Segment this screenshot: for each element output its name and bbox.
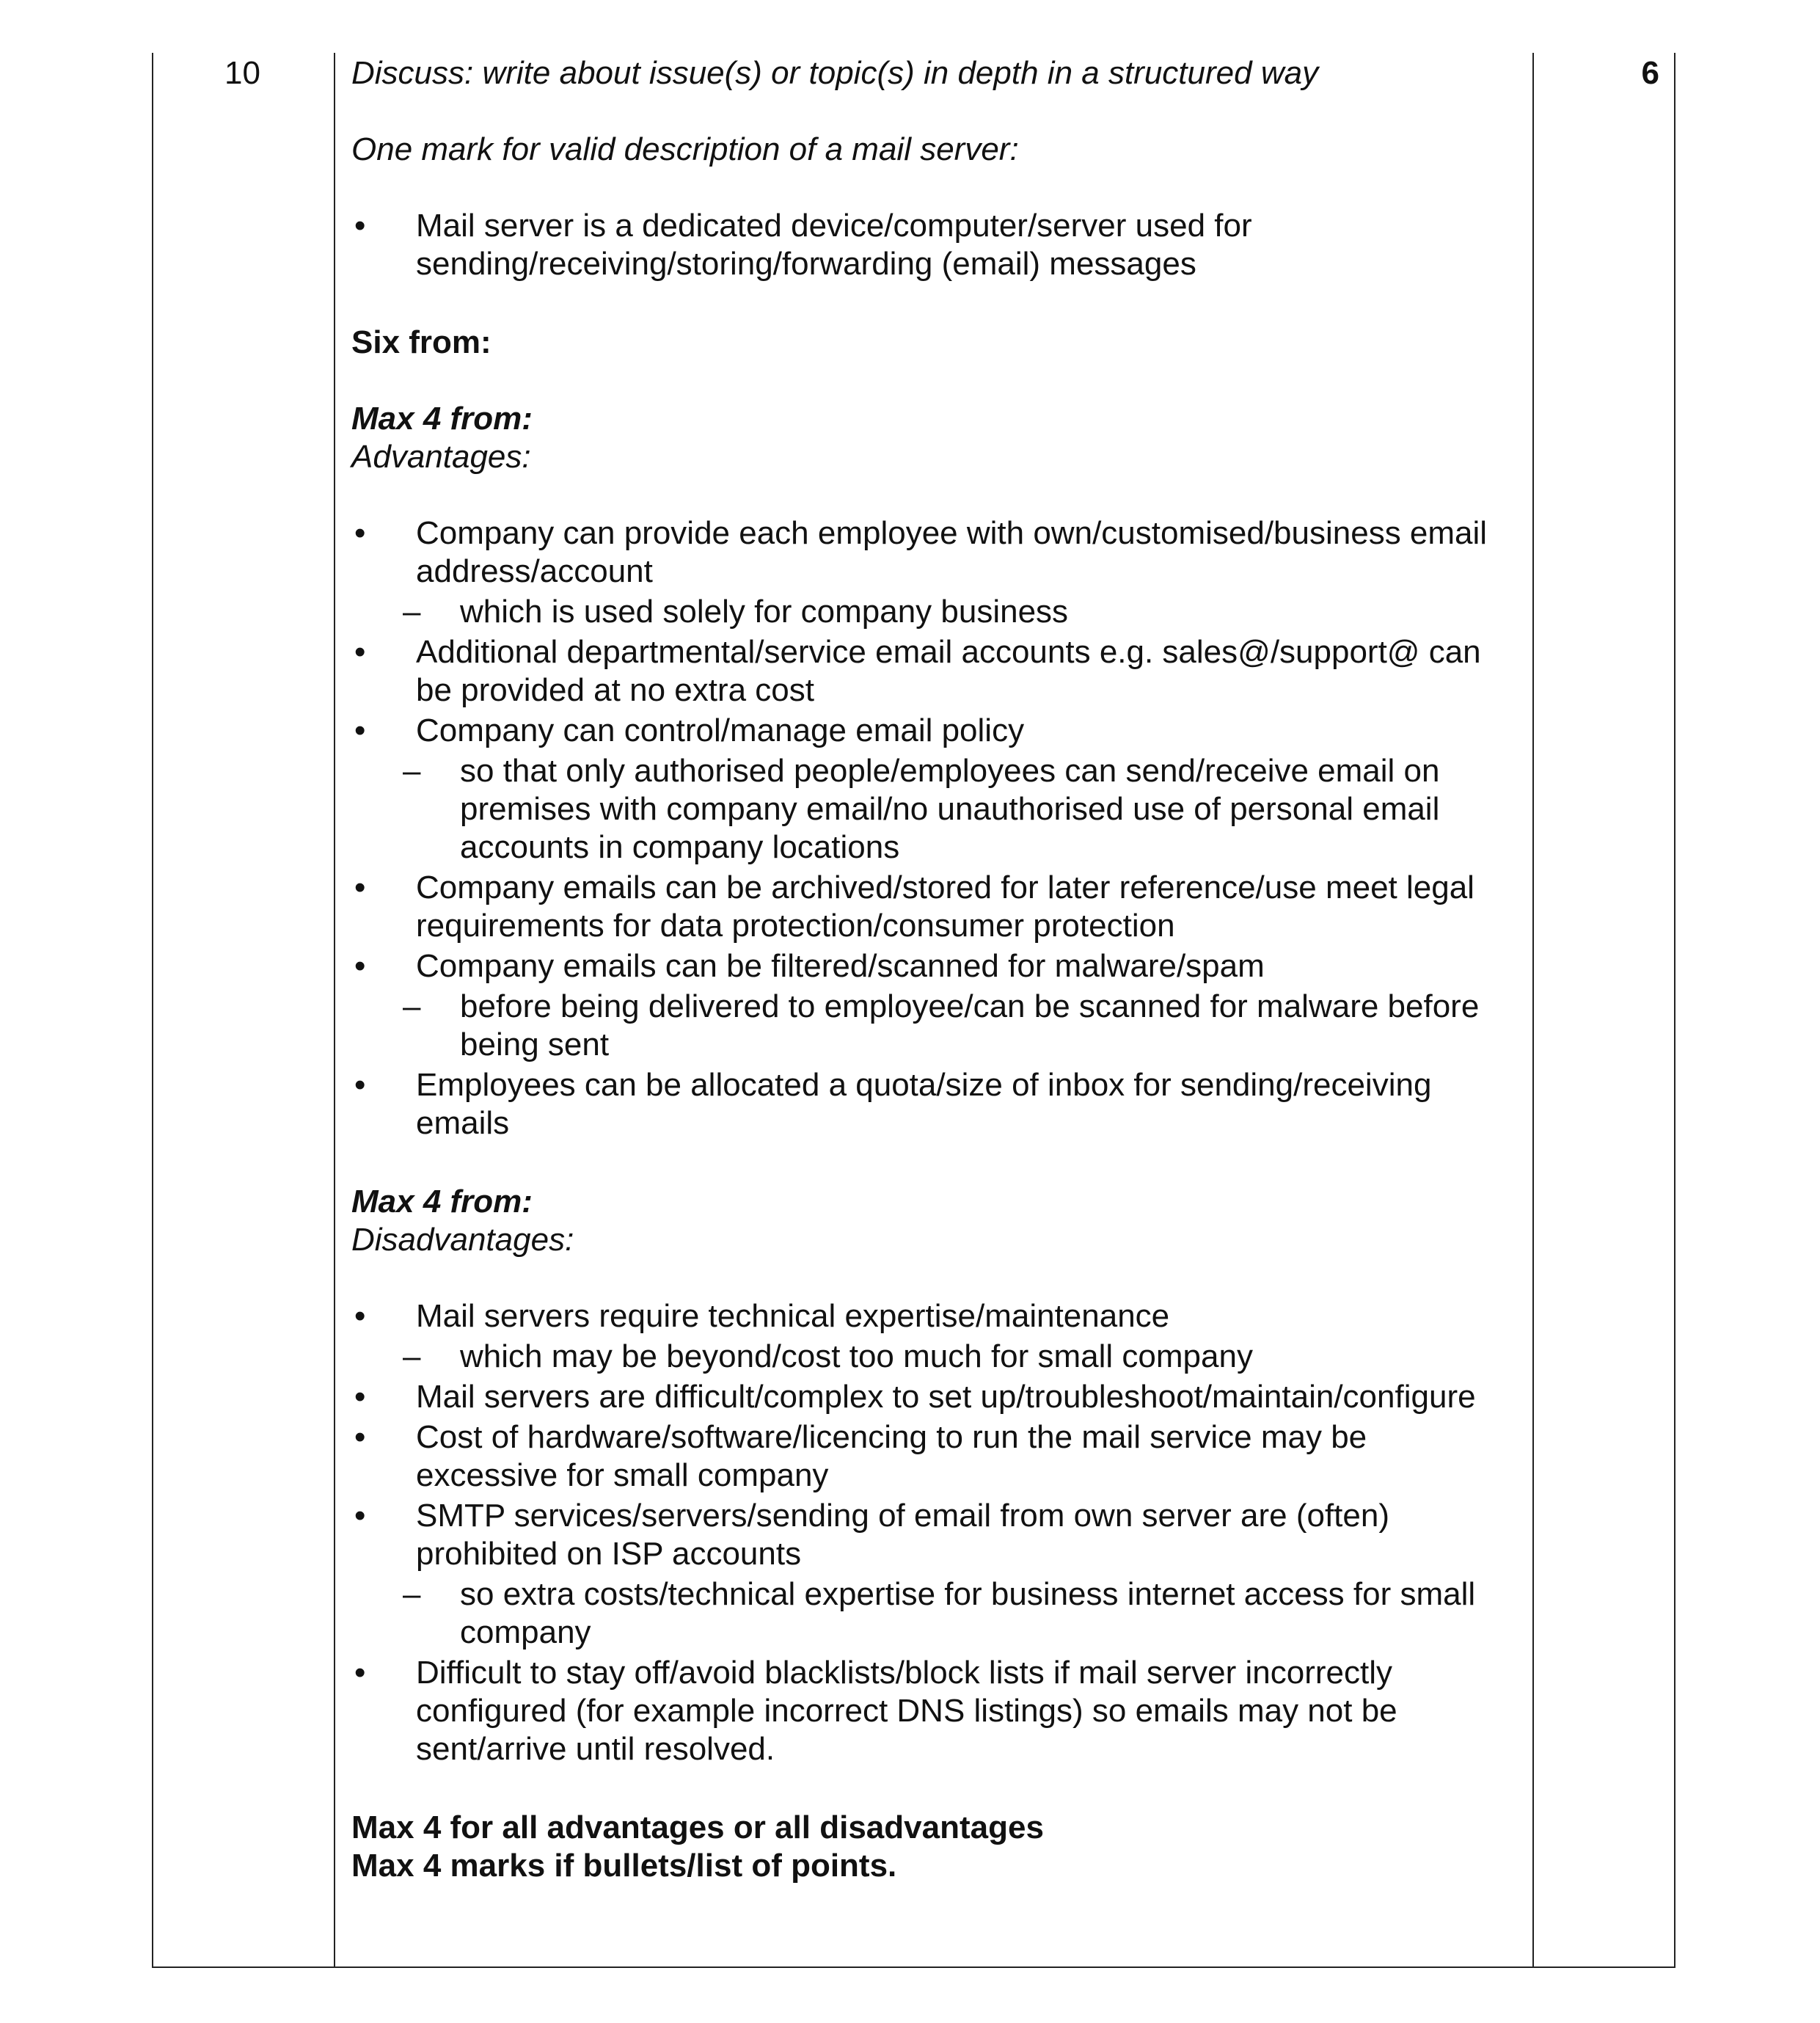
advantages-list	[351, 514, 1496, 1142]
advantages-max-label: Max 4 from:	[351, 401, 533, 437]
marks-value: 6	[1641, 55, 1659, 91]
list-item	[351, 514, 1496, 631]
sub-point-text: so that only authorised people/employees can send/receive email on premises with company email/no unauthorised use of personal email accounts in company locations	[460, 753, 1440, 865]
dash-marker: –	[403, 753, 421, 789]
bullet-text: Mail server is a dedicated device/computer/server used for sending/receiving/storing/forwarding (email) messages	[416, 208, 1252, 282]
list-item	[351, 869, 1496, 945]
column-divider-right	[1532, 53, 1534, 1966]
bullet-text: Mail servers require technical expertise/maintenance	[416, 1298, 1170, 1334]
bullet-marker: •	[354, 712, 366, 748]
bullet-marker: •	[354, 870, 366, 905]
disadvantages-list	[351, 1297, 1496, 1768]
question-number: 10	[224, 55, 260, 91]
list-item	[351, 1066, 1496, 1142]
sub-point	[351, 1575, 1496, 1652]
sub-point-text: so extra costs/technical expertise for business internet access for small company	[460, 1576, 1476, 1650]
list-item	[351, 947, 1496, 1064]
list-item	[351, 207, 1496, 283]
bullet-marker: •	[354, 208, 366, 244]
bullet-text: Cost of hardware/software/licencing to run the mail service may be excessive for small company	[416, 1419, 1367, 1493]
footer-rule-2: Max 4 marks if bullets/list of points.	[351, 1848, 897, 1884]
bullet-text: Employees can be allocated a quota/size of inbox for sending/receiving emails	[416, 1067, 1432, 1141]
bullet-text: Company emails can be filtered/scanned for malware/spam	[416, 948, 1265, 984]
advantages-heading: Advantages:	[351, 439, 531, 475]
one-mark-instruction: One mark for valid description of a mail server:	[351, 131, 1019, 167]
footer-rule-1: Max 4 for all advantages or all disadvantages	[351, 1809, 1044, 1845]
bullet-marker: •	[354, 948, 366, 984]
list-item	[351, 1378, 1496, 1416]
column-divider-left	[334, 53, 335, 1966]
bullet-text: SMTP services/servers/sending of email from own server are (often) prohibited on ISP accounts	[416, 1498, 1389, 1572]
bullet-text: Company emails can be archived/stored for later reference/use meet legal requirements for data protection/consumer protection	[416, 870, 1474, 944]
sub-point-text: before being delivered to employee/can be scanned for malware before being sent	[460, 988, 1480, 1062]
dash-marker: –	[403, 988, 421, 1024]
list-item	[351, 1654, 1496, 1768]
description-list	[351, 207, 1496, 283]
dash-marker: –	[403, 1576, 421, 1612]
disadvantages-max-label: Max 4 from:	[351, 1184, 533, 1220]
bullet-marker: •	[354, 1298, 366, 1334]
disadvantages-heading: Disadvantages:	[351, 1222, 574, 1258]
bullet-marker: •	[354, 1419, 366, 1455]
bullet-marker: •	[354, 1655, 366, 1691]
bullet-text: Mail servers are difficult/complex to set up/troubleshoot/maintain/configure	[416, 1379, 1476, 1415]
bullet-marker: •	[354, 1067, 366, 1103]
sub-point-text: which may be beyond/cost too much for small company	[460, 1338, 1253, 1374]
bullet-marker: •	[354, 1498, 366, 1534]
bullet-marker: •	[354, 1379, 366, 1415]
list-item	[351, 633, 1496, 710]
dash-marker: –	[403, 594, 421, 630]
sub-point	[351, 988, 1496, 1064]
dash-marker: –	[403, 1338, 421, 1374]
bullet-marker: •	[354, 515, 366, 551]
bullet-text: Company can control/manage email policy	[416, 712, 1025, 748]
bullet-text: Additional departmental/service email accounts e.g. sales@/support@ can be provided at no extra cost	[416, 634, 1481, 708]
sub-point-text: which is used solely for company business	[460, 594, 1069, 630]
sub-point	[351, 593, 1496, 631]
list-item	[351, 1497, 1496, 1652]
six-from-label: Six from:	[351, 324, 491, 360]
answer-guidance	[351, 54, 1496, 1885]
list-item	[351, 1297, 1496, 1376]
bullet-text: Difficult to stay off/avoid blacklists/block lists if mail server incorrectly configured (for example incorrect DNS listings) so emails may not be sent/arrive until resolved.	[416, 1655, 1397, 1767]
sub-point	[351, 1338, 1496, 1376]
discuss-instruction: Discuss: write about issue(s) or topic(s) in depth in a structured way	[351, 55, 1319, 91]
mark-scheme-table	[152, 53, 1675, 1968]
bullet-text: Company can provide each employee with own/customised/business email address/account	[416, 515, 1488, 589]
list-item	[351, 1418, 1496, 1495]
list-item	[351, 712, 1496, 867]
bullet-marker: •	[354, 634, 366, 670]
sub-point	[351, 752, 1496, 867]
